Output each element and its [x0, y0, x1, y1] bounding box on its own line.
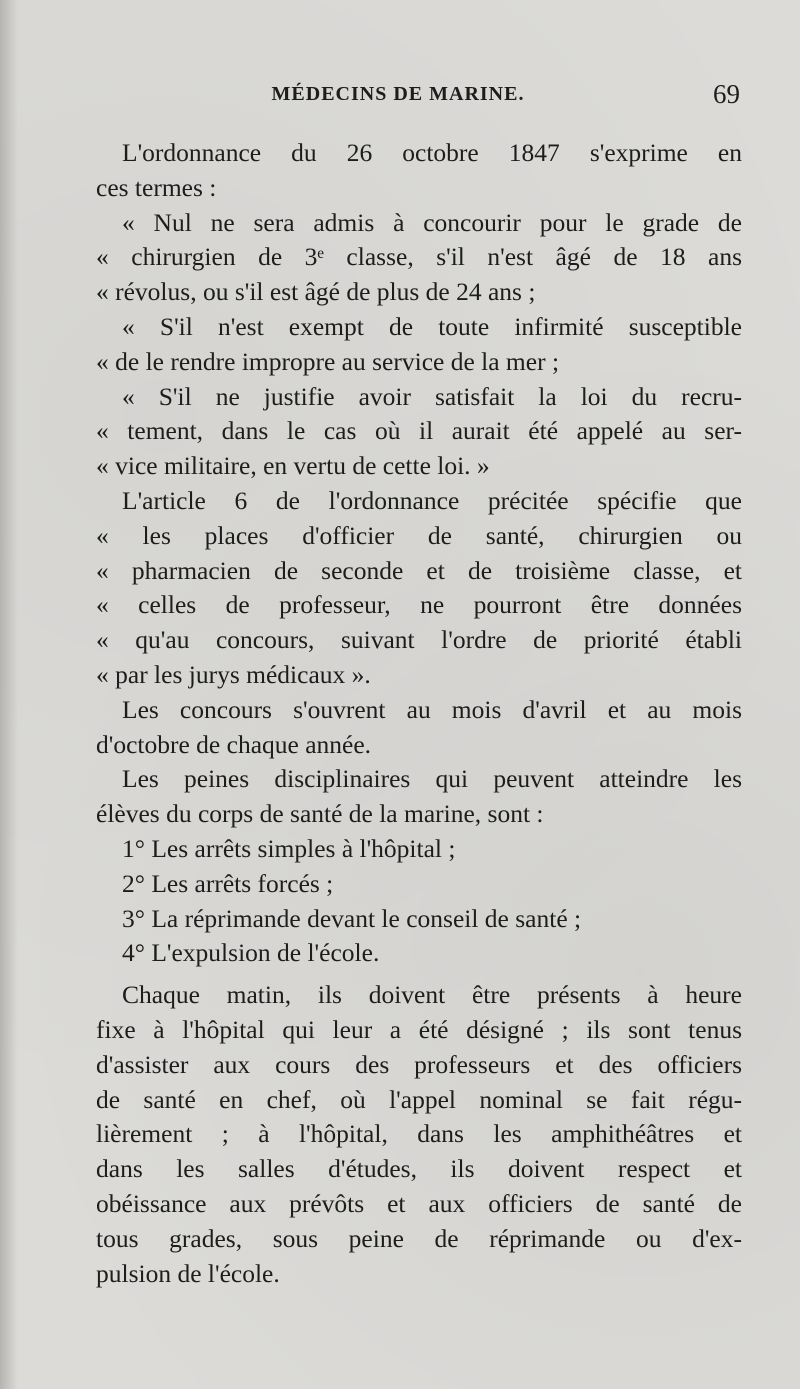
text-line: « qu'au concours, suivant l'ordre de priorité établi [96, 625, 742, 655]
text-line: L'article 6 de l'ordonnance précitée spécifie que [122, 485, 742, 515]
text-line: Chaque matin, ils doivent être présents à heure [122, 980, 742, 1010]
text-line: 2° Les arrêts forcés ; [122, 868, 334, 898]
text-line: élèves du corps de santé de la marine, sont : [96, 799, 544, 829]
text-line: d'octobre de chaque année. [96, 729, 372, 759]
text-line: Les concours s'ouvrent au mois d'avril et au mois [122, 694, 742, 724]
text-line: 1° Les arrêts simples à l'hôpital ; [122, 833, 456, 863]
text-line: « pharmacien de seconde et de troisième classe, et [96, 555, 742, 585]
text-line: « tement, dans le cas où il aurait été appelé au ser- [96, 416, 742, 446]
text-line: « celles de professeur, ne pourront être données [96, 590, 742, 620]
body-text [96, 136, 742, 1291]
text-line: lièrement ; à l'hôpital, dans les amphithéâtres et [96, 1119, 742, 1149]
text-line: « vice militaire, en vertu de cette loi. » [96, 451, 490, 481]
text-line: « de le rendre impropre au service de la mer ; [96, 346, 560, 376]
text-line: 3° La réprimande devant le conseil de santé ; [122, 903, 582, 933]
text-line: fixe à l'hôpital qui leur a été désigné ; ils sont tenus [96, 1014, 742, 1044]
text-line: « révolus, ou s'il est âgé de plus de 24 ans ; [96, 277, 536, 307]
text-line: d'assister aux cours des professeurs et des officiers [96, 1049, 742, 1079]
text-line: « Nul ne sera admis à concourir pour le grade de [122, 207, 742, 237]
text-line: 4° L'expulsion de l'école. [122, 938, 380, 968]
text-line: « S'il n'est exempt de toute infirmité susceptible [122, 311, 742, 341]
text-line: « chirurgien de 3ᵉ classe, s'il n'est âgé de 18 ans [96, 242, 742, 272]
text-line: dans les salles d'études, ils doivent respect et [96, 1154, 742, 1184]
running-head [96, 76, 740, 112]
page-gutter-shadow [0, 0, 18, 1389]
text-line: de santé en chef, où l'appel nominal se fait régu- [96, 1084, 742, 1114]
text-line: « S'il ne justifie avoir satisfait la loi du recru- [122, 381, 742, 411]
text-line: tous grades, sous peine de réprimande ou d'ex- [96, 1223, 742, 1253]
text-line: L'ordonnance du 26 octobre 1847 s'exprime en [122, 138, 742, 167]
text-line: obéissance aux prévôts et aux officiers de santé de [96, 1188, 742, 1218]
text-line: « par les jurys médicaux ». [96, 659, 371, 689]
page-number: 69 [713, 79, 740, 109]
text-line: Les peines disciplinaires qui peuvent atteindre les [122, 764, 742, 794]
text-line: pulsion de l'école. [96, 1258, 280, 1288]
text-line: « les places d'officier de santé, chirurgien ou [96, 520, 742, 550]
paragraph-gap [96, 971, 742, 978]
running-title: MÉDECINS DE MARINE. [271, 83, 525, 105]
text-line: ces termes : [96, 172, 217, 202]
